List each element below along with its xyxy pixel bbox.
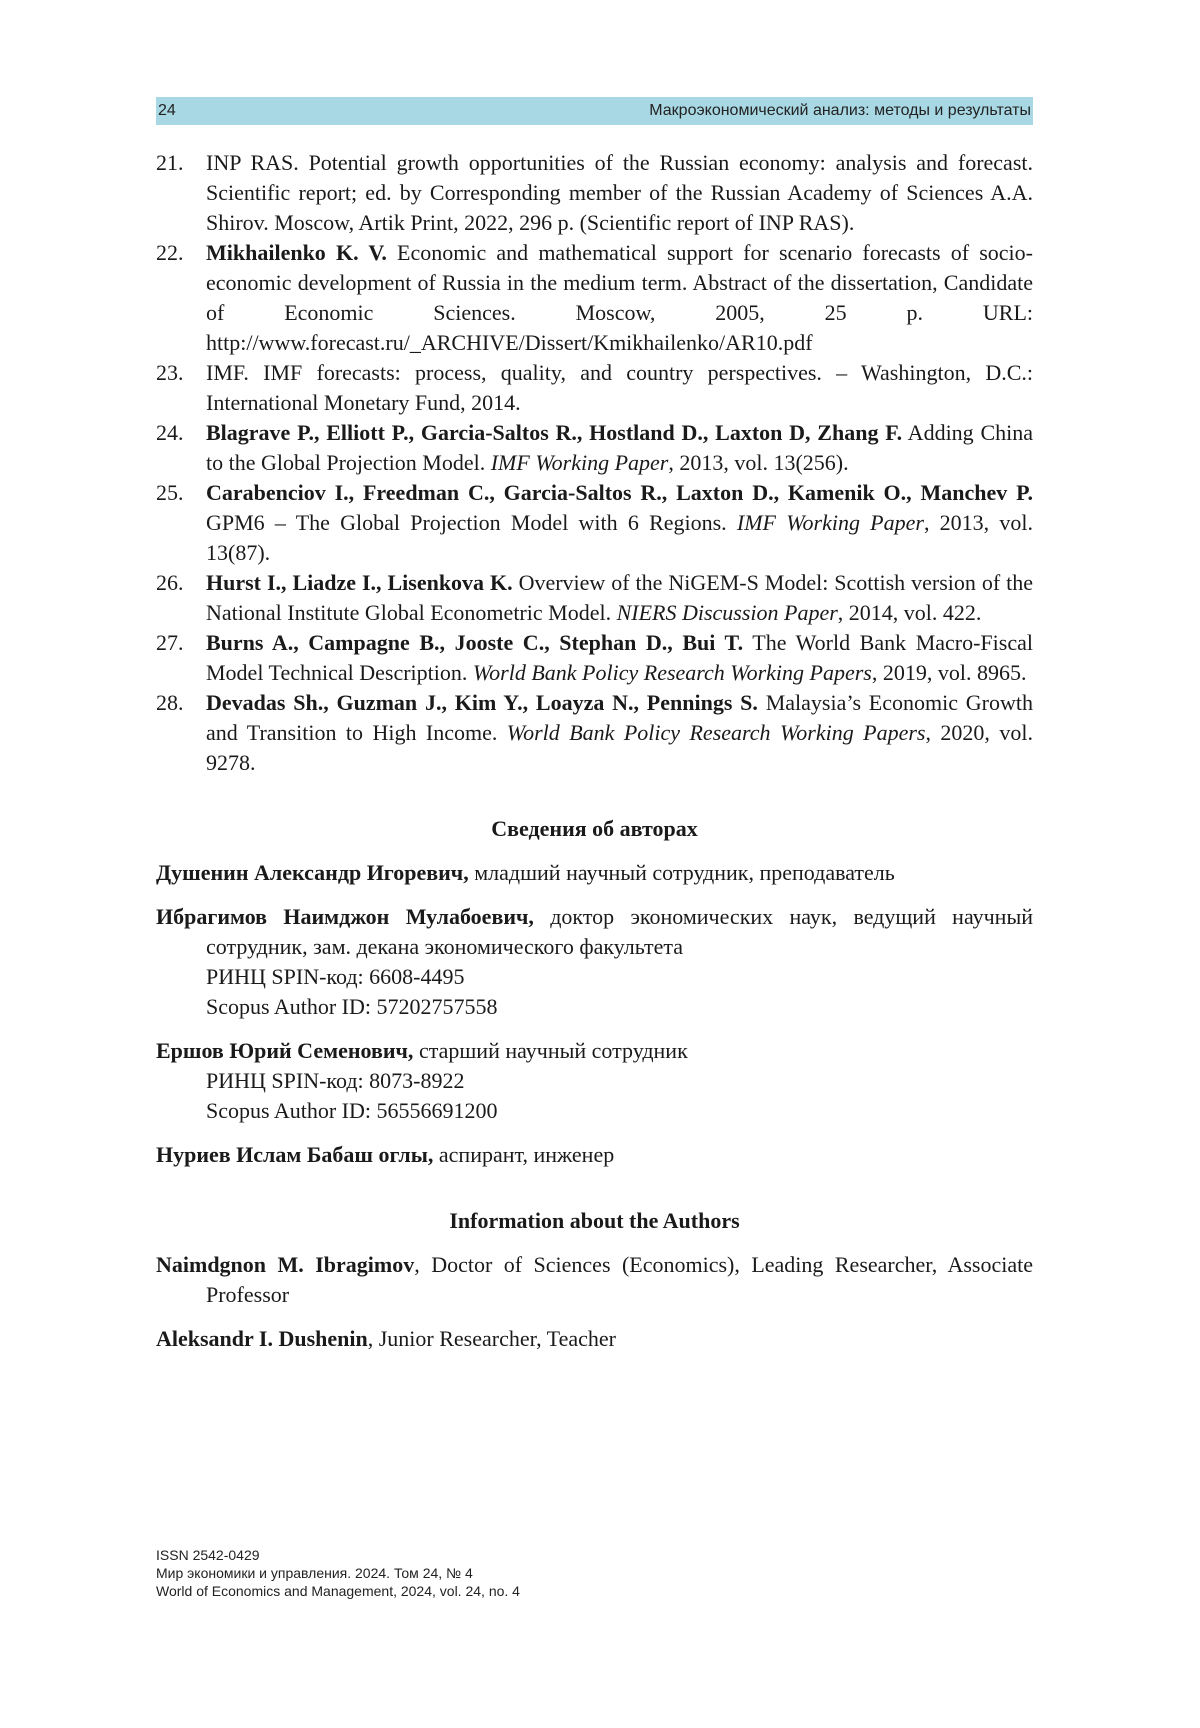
author-entry	[156, 1036, 1033, 1126]
author-spin-code: РИНЦ SPIN-код: 8073-8922	[206, 1068, 465, 1093]
reference-tail: , 2013, vol. 13(87).	[206, 510, 1033, 565]
reference-number: 28.	[156, 690, 184, 715]
reference-text: Adding China to the Global Projection Model.	[206, 420, 1033, 475]
author-description: , Junior Researcher, Teacher	[367, 1326, 616, 1351]
footer-issn: ISSN 2542-0429	[156, 1547, 260, 1563]
author-name: Ершов Юрий Семенович,	[156, 1038, 414, 1063]
reference-journal: World Bank Policy Research Working Papers	[506, 720, 926, 745]
page-number: 24	[158, 102, 176, 119]
footer-journal-en: World of Economics and Management, 2024, vol. 24, no. 4	[156, 1583, 520, 1599]
reference-item	[156, 148, 1033, 238]
author-name: Нуриев Ислам Бабаш оглы,	[156, 1142, 434, 1167]
author-name: Naimdgnon M. Ibragimov	[156, 1252, 415, 1277]
reference-authors: Devadas Sh., Guzman J., Kim Y., Loayza N., Pennings S.	[206, 690, 758, 715]
author-entry	[156, 1250, 1033, 1310]
author-description: старший научный сотрудник	[413, 1038, 688, 1063]
reference-text: Malaysia’s Economic Growth and Transition to High Income.	[206, 690, 1033, 745]
reference-authors: Hurst I., Liadze I., Lisenkova K.	[206, 570, 513, 595]
reference-text: GPM6 – The Global Projection Model with 6 Regions.	[206, 510, 737, 535]
author-entry	[156, 1324, 1033, 1354]
page-content	[156, 148, 1033, 1368]
author-description: аспирант, инженер	[433, 1142, 615, 1167]
reference-item	[156, 478, 1033, 568]
reference-text: The World Bank Macro-Fiscal Model Technical Description.	[206, 630, 1033, 685]
reference-number: 26.	[156, 570, 184, 595]
reference-authors: Burns A., Campagne B., Jooste C., Stephan D., Bui T.	[206, 630, 744, 655]
author-description: , Doctor of Sciences (Economics), Leading Researcher, Associate Professor	[206, 1252, 1033, 1307]
reference-text: Economic and mathematical support for scenario forecasts of socio-economic development of Russia in the medium term. Abstract of the dissertation, Candidate of Economic Sciences. Moscow, 2005, 25 p. URL: http://www.forecast.ru/_ARCHIVE/Dissert/Kmikhailenko/AR10.pdf	[206, 240, 1033, 355]
author-name: Aleksandr I. Dushenin	[156, 1326, 368, 1351]
reference-tail: , 2013, vol. 13(256).	[668, 450, 849, 475]
reference-item	[156, 688, 1033, 778]
reference-item	[156, 568, 1033, 628]
reference-number: 24.	[156, 420, 184, 445]
reference-item	[156, 238, 1033, 358]
author-scopus-id: Scopus Author ID: 57202757558	[206, 994, 498, 1019]
page-footer	[156, 1546, 520, 1600]
reference-tail: , 2019, vol. 8965.	[871, 660, 1027, 685]
reference-journal: IMF Working Paper	[736, 510, 924, 535]
reference-tail: , 2014, vol. 422.	[837, 600, 982, 625]
reference-number: 21.	[156, 150, 184, 175]
running-title: Макроэкономический анализ: методы и результаты	[649, 102, 1031, 119]
author-name: Душенин Александр Игоревич,	[156, 860, 469, 885]
reference-number: 27.	[156, 630, 184, 655]
reference-authors: Carabenciov I., Freedman C., Garcia-Saltos R., Laxton D., Kamenik O., Manchev P.	[206, 480, 1033, 505]
section-title-authors-ru: Сведения об авторах	[491, 816, 698, 841]
reference-number: 22.	[156, 240, 184, 265]
author-entry	[156, 902, 1033, 1022]
footer-journal-ru: Мир экономики и управления. 2024. Том 24, № 4	[156, 1565, 473, 1581]
reference-text: Overview of the NiGEM-S Model: Scottish version of the National Institute Global Econometric Model.	[206, 570, 1033, 625]
author-spin-code: РИНЦ SPIN-код: 6608-4495	[206, 964, 465, 989]
reference-text: IMF. IMF forecasts: process, quality, and country perspectives. – Washington, D.C.: International Monetary Fund, 2014.	[206, 360, 1033, 415]
reference-list	[156, 148, 1033, 778]
reference-journal: World Bank Policy Research Working Papers	[472, 660, 872, 685]
reference-journal: IMF Working Paper	[490, 450, 669, 475]
author-scopus-id: Scopus Author ID: 56556691200	[206, 1098, 498, 1123]
reference-authors: Mikhailenko K. V.	[206, 240, 387, 265]
reference-authors: Blagrave P., Elliott P., Garcia-Saltos R., Hostland D., Laxton D, Zhang F.	[206, 420, 903, 445]
author-name: Ибрагимов Наимджон Мулабоевич,	[156, 904, 534, 929]
reference-text: INP RAS. Potential growth opportunities of the Russian economy: analysis and forecast. Scientific report; ed. by Corresponding member of the Russian Academy of Sciences A.A. Shirov. Moscow, Artik Print, 2022, 296 p. (Scientific report of INP RAS).	[206, 150, 1033, 235]
reference-item	[156, 418, 1033, 478]
section-title-authors-en: Information about the Authors	[449, 1208, 740, 1233]
reference-journal: NIERS Discussion Paper	[616, 600, 838, 625]
author-description: младший научный сотрудник, преподаватель	[468, 860, 895, 885]
author-entry	[156, 1140, 1033, 1170]
reference-item	[156, 628, 1033, 688]
reference-number: 25.	[156, 480, 184, 505]
reference-tail: , 2020, vol. 9278.	[206, 720, 1033, 775]
reference-number: 23.	[156, 360, 184, 385]
reference-item	[156, 358, 1033, 418]
author-description: доктор экономических наук, ведущий научный сотрудник, зам. декана экономического факультета	[206, 904, 1034, 959]
author-entry	[156, 858, 1033, 888]
running-header	[156, 97, 1033, 125]
